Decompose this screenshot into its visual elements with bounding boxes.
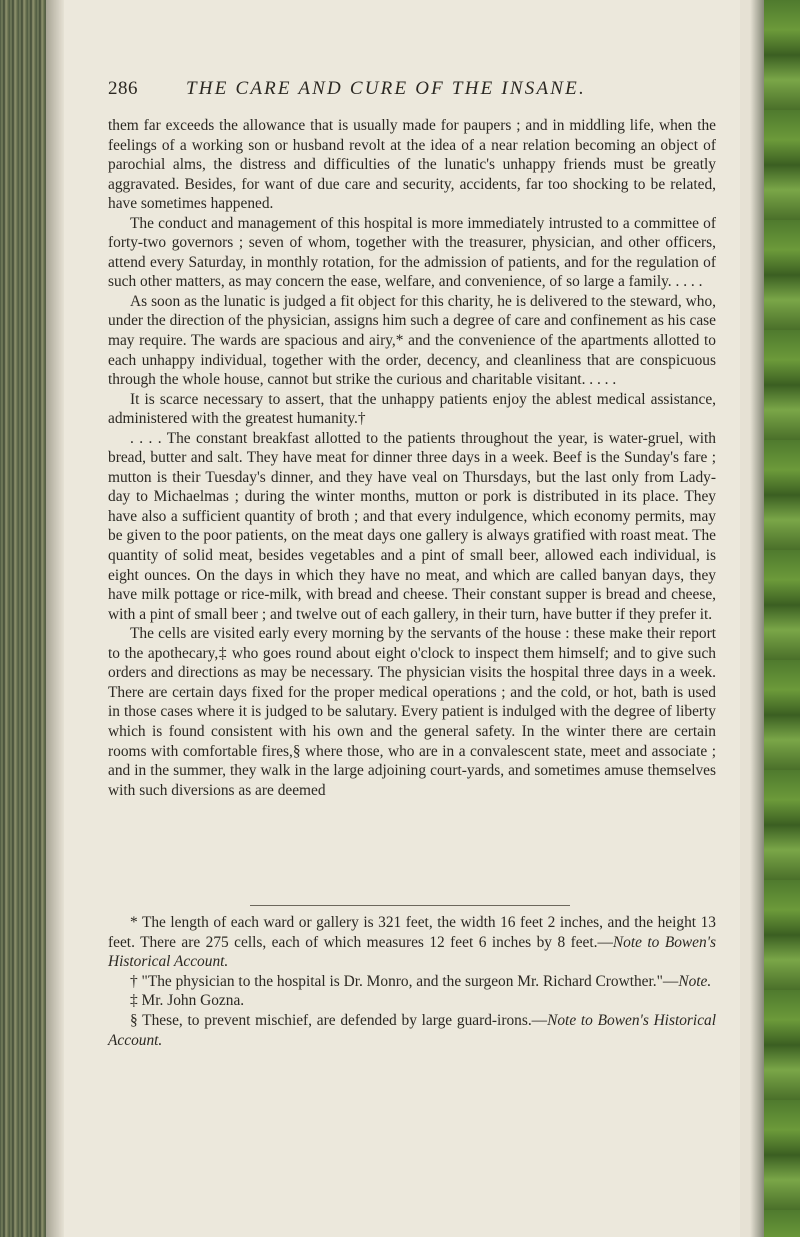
running-title: THE CARE AND CURE OF THE INSANE. [186, 78, 586, 99]
paragraph: The conduct and management of this hospital is more immediately intrusted to a committee of forty-two governors ; seven of whom, together with the treasurer, physician, and other officers, attend every Saturday, in monthly rotation, for the admission of patients, and for the regulation of such other matters, as may concern the ease, welfare, and convenience, of so large a family. . . . . [108, 214, 716, 291]
footnote: § These, to prevent mischief, are defended by large guard-irons.—Note to Bowen's Historical Account. [108, 1011, 716, 1049]
footnotes [108, 913, 716, 1050]
page-header [108, 78, 668, 110]
page-edge-right [764, 0, 800, 1237]
footnote: ‡ Mr. John Gozna. [130, 992, 245, 1010]
body-text [108, 116, 716, 800]
paragraph: . . . . The constant breakfast allotted to the patients throughout the year, is water-gruel, with bread, butter and salt. They have meat for dinner three days in a week. Beef is the Sunday's fare ; mutton is their Tuesday's dinner, and they have veal on Thursdays, but the last only from Lady-day to Michaelmas ; during the winter months, mutton or pork is distributed in its place. They have also a sufficient quantity of broth ; and that every indulgence, which economy permits, may be given to the poor patients, on the meat days one gallery is always gratified with roast meat. The quantity of solid meat, besides vegetables and a pint of small beer, allowed each individual, is eight ounces. On the days in which they have no meat, and which are called banyan days, they have milk pottage or rice-milk, with bread and cheese. Their constant supper is bread and cheese, with a pint of small beer ; and twelve out of each gallery, in their turn, have butter if they prefer it. [108, 429, 716, 623]
footnote-divider [250, 905, 570, 906]
paragraph: The cells are visited early every morning by the servants of the house : these make their report to the apothecary,‡ who goes round about eight o'clock to inspect them himself; and to give such orders and directions as may be necessary. The physician visits the hospital three days in a week. There are certain days fixed for the proper medical operations ; and the cold, or hot, bath is used in those cases where it is judged to be salutary. Every patient is indulged with the degree of liberty which is found consistent with his own and the general safety. In the winter there are certain rooms with comfortable fires,§ where those, who are in a convalescent state, meet and associate ; and in the summer, they walk in the large adjoining court-yards, and sometimes amuse themselves with such diversions as are deemed [108, 625, 716, 799]
paragraph: As soon as the lunatic is judged a fit object for this charity, he is delivered to the steward, who, under the direction of the physician, assigns him such a degree of care and confinement as his case may require. The wards are spacious and airy,* and the convenience of the apartments allotted to each unhappy individual, together with the order, decency, and cleanliness that are conspicuous through the whole house, cannot but strike the curious and charitable visitant. . . . . [108, 292, 716, 389]
book-spine-edge [0, 0, 46, 1237]
page-number: 286 [108, 78, 138, 99]
footnote: † "The physician to the hospital is Dr. Monro, and the surgeon Mr. Richard Crowther."—Note. [130, 972, 712, 990]
footnote: * The length of each ward or gallery is 321 feet, the width 16 feet 2 inches, and the height 13 feet. There are 275 cells, each of which measures 12 feet 6 inches by 8 feet.—Note to Bowen's Historical Account. [108, 914, 716, 971]
paragraph: them far exceeds the allowance that is usually made for paupers ; and in middling life, when the feelings of a working son or husband revolt at the idea of a near relation becoming an object of parochial alms, the distress and difficulties of the lunatic's unhappy friends must be greatly aggravated. Besides, for want of due care and security, accidents, far too shocking to be related, have sometimes happened. [108, 117, 716, 213]
paragraph: It is scarce necessary to assert, that the unhappy patients enjoy the ablest medical assistance, administered with the greatest humanity.† [108, 390, 716, 428]
